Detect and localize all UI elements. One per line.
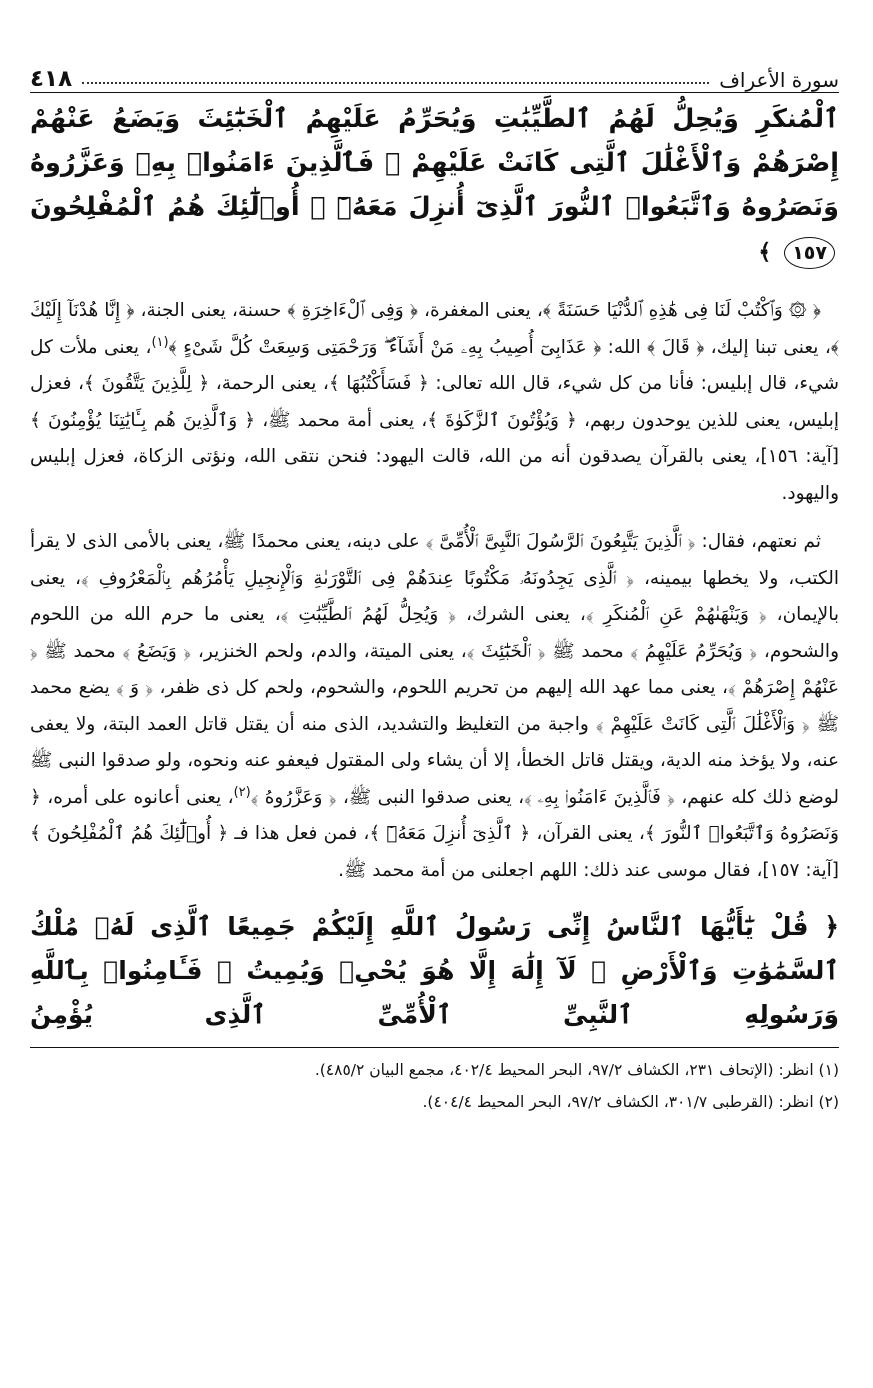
quran-verse-157: [30, 97, 839, 275]
footnote-ref-2[interactable]: (٢): [233, 784, 251, 800]
footnote-separator: [30, 1047, 839, 1048]
commentary-p2-text: ثم نعتهم، فقال: ﴿ ٱلَّذِينَ يَتَّبِعُونَ ٱلرَّسُولَ ٱلنَّبِىَّ ٱلْأُمِّىَّ ﴾ على دينه، يعنى محمدًا ﷺ، يعنى بالأمى الذى لا يقرأ الكتب، ولا يخطها بيمينه، ﴿ ٱلَّذِى يَجِدُونَهُۥ مَكْتُوبًا عِندَهُمْ فِى ٱلتَّوْرَىٰةِ وَٱلْإِنجِيلِ يَأْمُرُهُم بِٱلْمَعْرُوفِ ﴾، يعنى بالإيمان، ﴿ وَيَنْهَىٰهُمْ عَنِ ٱلْمُنكَرِ ﴾، يعنى الشرك، ﴿ وَيُحِلُّ لَهُمُ ٱلطَّيِّبَٰتِ ﴾، يعنى ما حرم الله من اللحوم والشحوم، ﴿ وَيُحَرِّمُ عَلَيْهِمُ ﴾ محمد ﷺ ﴿ ٱلْخَبَٰٓئِثَ ﴾، يعنى الميتة، والدم، ولحم الخنزير، ﴿ وَيَضَعُ ﴾ محمد ﷺ ﴿ عَنْهُمْ إِصْرَهُمْ ﴾، يعنى مما عهد الله إليهم من تحريم اللحوم، والشحوم، ولحم كل ذى ظفر، ﴿ وَ ﴾ يضع محمد ﷺ ﴿ وَٱلْأَغْلَٰلَ ٱلَّتِى كَانَتْ عَلَيْهِمْ ﴾ واجبة من التغليظ والتشديد، الذى منه أن يقتل قاتل العمد البتة، ولا يعفى عنه، ولا يؤخذ منه الدية، ويقتل قاتل الخطأ، إلا أن يشاء ولى المقتول فيعفو عنه ونحوه، ولو صدقوا النبى ﷺ لوضع ذلك كله عنهم، ﴿ فَٱلَّذِينَ ءَامَنُوا۟ بِهِۦ ﴾، يعنى صدقوا النبى ﷺ، ﴿ وَعَزَّرُوهُ ﴾: [30, 531, 839, 808]
commentary-p1-continued: ، يعنى ملأت كل شيء، قال إبليس: فأنا من كل شيء، قال الله تعالى: ﴿ فَسَأَكْتُبُهَا ﴾، يعنى الرحمة، ﴿ لِلَّذِينَ يَتَّقُونَ ﴾، فعزل إبليس، يعنى للذين يوحدون ربهم، ﴿ وَيُؤْتُونَ ٱلزَّكَوٰةَ ﴾، يعنى أمة محمد ﷺ، ﴿ وَٱلَّذِينَ هُم بِـَٔايَٰتِنَا يُؤْمِنُونَ ﴾ [آية: ١٥٦]، يعنى بالقرآن يصدقون أنه من الله، قالت اليهود: فنحن نتقى الله، ونؤتى الزكاة، فعزل إبليس واليهود.: [30, 336, 839, 504]
commentary-paragraph-2: [30, 524, 839, 889]
footnote-2: (٢) انظر: (القرطبى ٣٠١/٧، الكشاف ٩٧/٢، البحر المحيط ٤٠٤/٤).: [422, 1093, 839, 1111]
page-number: ٤١٨: [30, 66, 73, 92]
verse-157-text: ٱلْمُنكَرِ وَيُحِلُّ لَهُمُ ٱلطَّيِّبَٰتِ وَيُحَرِّمُ عَلَيْهِمُ ٱلْخَبَٰٓئِثَ وَيَضَعُ عَنْهُمْ إِصْرَهُمْ وَٱلْأَغْلَٰلَ ٱلَّتِى كَانَتْ عَلَيْهِمْ ۚ فَٱلَّذِينَ ءَامَنُوا۟ بِهِۦ وَعَزَّرُوهُ وَنَصَرُوهُ وَٱتَّبَعُوا۟ ٱلنُّورَ ٱلَّذِىٓ أُنزِلَ مَعَهُۥٓ ۙ أُو۟لَٰٓئِكَ هُمُ ٱلْمُفْلِحُونَ: [30, 104, 839, 222]
commentary-paragraph-1: [30, 293, 839, 512]
page-header: [30, 58, 839, 93]
surah-name: سورة الأعراف: [719, 68, 839, 92]
commentary-p2-continued: ، يعنى أعانوه على أمره، ﴿ وَنَصَرُوهُ وَٱتَّبَعُوا۟ ٱلنُّورَ ﴾، يعنى القرآن، ﴿ ٱلَّذِىٓ أُنزِلَ مَعَهُۥٓ ﴾، فمن فعل هذا فـ ﴿ أُو۟لَٰٓئِكَ هُمُ ٱلْمُفْلِحُونَ ﴾ [آية: ١٥٧]، فقال موسى عند ذلك: اللهم اجعلنى من أمة محمد ﷺ.: [30, 786, 839, 881]
quran-verse-158: ﴿ قُلْ يَٰٓأَيُّهَا ٱلنَّاسُ إِنِّى رَسُولُ ٱللَّهِ إِلَيْكُمْ جَمِيعًا ٱلَّذِى لَهُۥ مُلْكُ ٱلسَّمَٰوَٰتِ وَٱلْأَرْضِ ۖ لَآ إِلَٰهَ إِلَّا هُوَ يُحْىِۦ وَيُمِيتُ ۖ فَـَٔامِنُوا۟ بِٱللَّهِ وَرَسُولِهِ ٱلنَّبِىِّ ٱلْأُمِّىِّ ٱلَّذِى يُؤْمِنُ: [30, 912, 839, 1029]
verse-number-marker: ١٥٧: [784, 237, 835, 269]
footnotes: [30, 1054, 839, 1118]
footnote-1: (١) انظر: (الإتحاف ٢٣١، الكشاف ٩٧/٢، البحر المحيط ٤٠٢/٤، مجمع البيان ٤٨٥/٢).: [314, 1061, 839, 1079]
header-dotted-leader: [82, 82, 709, 84]
commentary-p1-text: ﴿ ۞ وَٱكْتُبْ لَنَا فِى هَٰذِهِ ٱلدُّنْيَا حَسَنَةً ﴾، يعنى المغفرة، ﴿ وَفِى ٱلْءَاخِرَةِ ﴾ حسنة، يعنى الجنة، ﴿ إِنَّا هُدْنَآ إِلَيْكَ ﴾، يعنى تبنا إليك، ﴿ قَالَ ﴾ الله: ﴿ عَذَابِىٓ أُصِيبُ بِهِۦ مَنْ أَشَآءُ ۖ وَرَحْمَتِى وَسِعَتْ كُلَّ شَىْءٍ ﴾: [30, 300, 839, 358]
footnote-ref-1[interactable]: (١): [151, 334, 169, 350]
verse-end-bracket: ﴾: [758, 240, 772, 265]
